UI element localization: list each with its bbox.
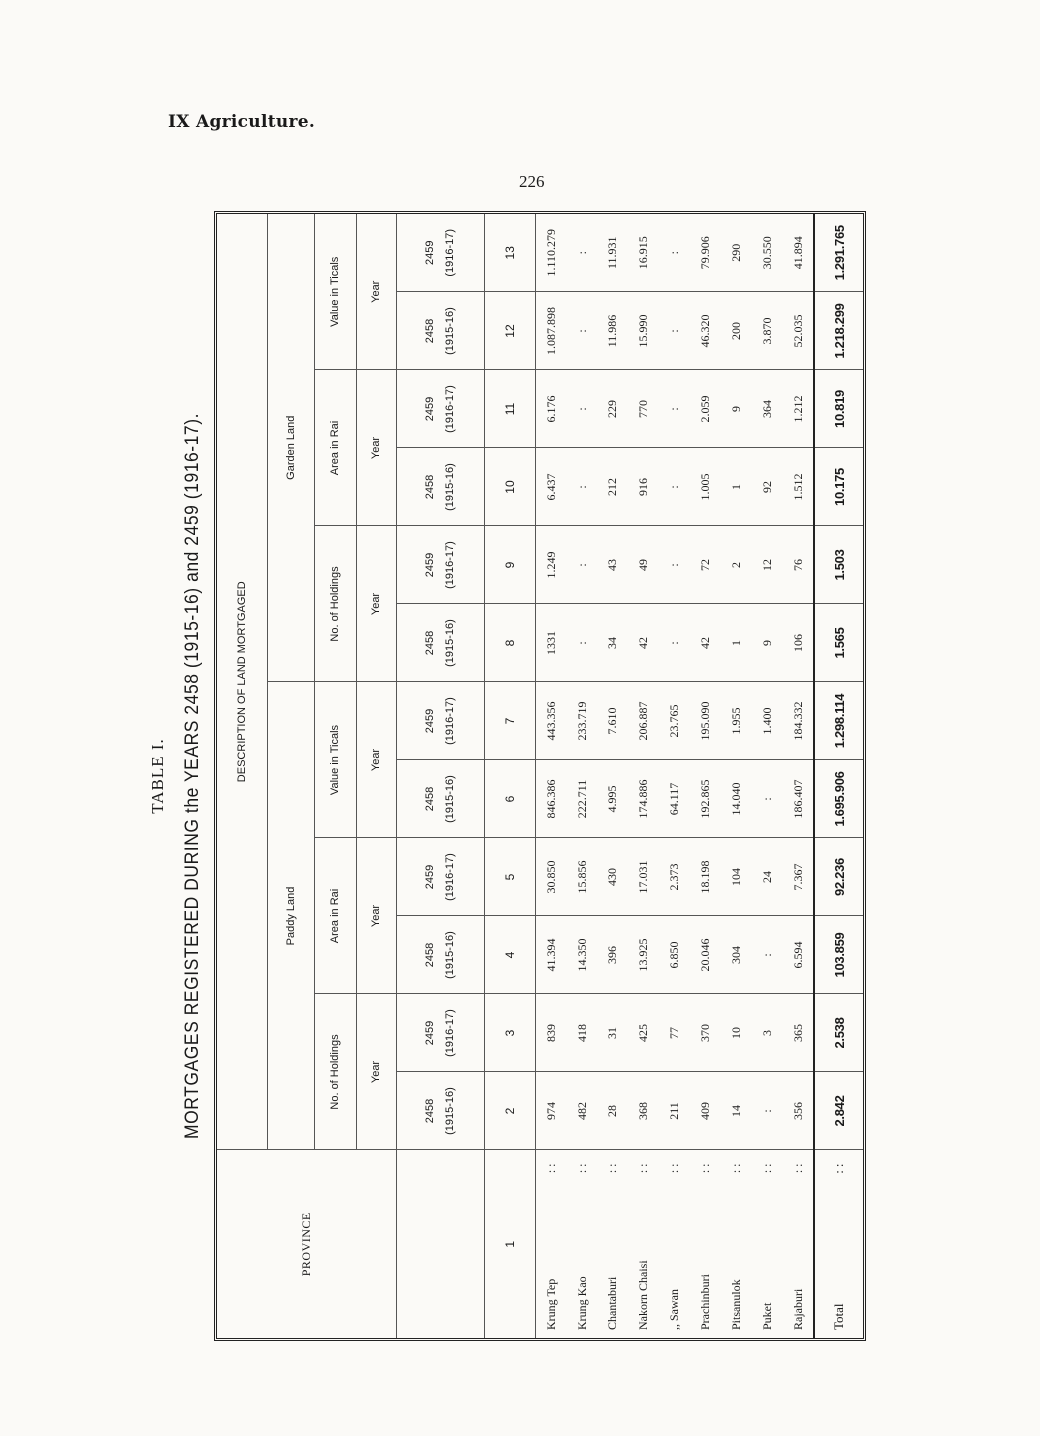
table-cell: 31 [598, 994, 629, 1072]
column-number: 2 [485, 1072, 536, 1150]
table-cell: 418 [567, 994, 598, 1072]
year-label: Year [356, 214, 396, 370]
table-cell: 41.394 [536, 916, 567, 994]
table-cell: : [567, 604, 598, 682]
table-cell: 3.870 [752, 292, 783, 370]
total-cell: 10.175 [814, 448, 863, 526]
measure-header: Value in Ticals [314, 214, 356, 370]
province-name: Prachinburi :: [698, 1160, 713, 1330]
table-cell: 15.856 [567, 838, 598, 916]
year-cell: 2458 (1915-16) [396, 760, 484, 838]
table-cell: 43 [598, 526, 629, 604]
table-cell: 430 [598, 838, 629, 916]
table-cell: 34 [598, 604, 629, 682]
table-cell: 2 [721, 526, 752, 604]
table-cell: 290 [721, 214, 752, 292]
total-cell: 1.503 [814, 526, 863, 604]
total-label: Total :: [814, 1150, 863, 1338]
table-cell: 77 [659, 994, 690, 1072]
table-row [752, 214, 783, 1338]
table-cell: 18.198 [690, 838, 721, 916]
table-cell: 14.350 [567, 916, 598, 994]
table-cell: 443.356 [536, 682, 567, 760]
land-type-garden: Garden Land [268, 214, 314, 682]
year-label: Year [356, 682, 396, 838]
table-cell: 174.886 [628, 760, 659, 838]
table-cell: 1.249 [536, 526, 567, 604]
table-cell: 839 [536, 994, 567, 1072]
table-cell: 916 [628, 448, 659, 526]
year-label: Year [356, 838, 396, 994]
table-cell: : [567, 370, 598, 448]
table-cell: 1.005 [690, 448, 721, 526]
table-cell: 211 [659, 1072, 690, 1150]
table-row [659, 214, 690, 1338]
table-cell: 16.915 [628, 214, 659, 292]
table-cell: 76 [783, 526, 814, 604]
table-caption: TABLE I. [148, 738, 167, 814]
table-cell: 186.407 [783, 760, 814, 838]
table-cell: 17.031 [628, 838, 659, 916]
table-cell: 15.990 [628, 292, 659, 370]
year-cell: 2458 (1915-16) [396, 292, 484, 370]
table-cell: 49 [628, 526, 659, 604]
table-cell: : [659, 292, 690, 370]
year-cell: 2458 (1915-16) [396, 448, 484, 526]
table-cell: 42 [690, 604, 721, 682]
table-cell: 1 [721, 448, 752, 526]
table-row [567, 214, 598, 1338]
table-cell: 206.887 [628, 682, 659, 760]
year-cell: 2459 (1916-17) [396, 682, 484, 760]
table-row [628, 214, 659, 1338]
table-row [783, 214, 814, 1338]
table-cell: : [659, 370, 690, 448]
total-cell: 2.538 [814, 994, 863, 1072]
table-cell: 7.610 [598, 682, 629, 760]
table-cell: : [659, 526, 690, 604]
province-name: Pitsanulok :: [729, 1160, 744, 1330]
province-name: Rajaburi :: [790, 1160, 805, 1330]
year-cell: 2458 (1915-16) [396, 604, 484, 682]
column-number: 3 [485, 994, 536, 1072]
table-row [690, 214, 721, 1338]
table-cell: 482 [567, 1072, 598, 1150]
province-name: Krung Tep :: [543, 1160, 558, 1330]
table-cell: 72 [690, 526, 721, 604]
year-cell: 2459 (1916-17) [396, 526, 484, 604]
table-cell: 6.176 [536, 370, 567, 448]
table-cell: 370 [690, 994, 721, 1072]
total-cell: 103.859 [814, 916, 863, 994]
column-number: 9 [485, 526, 536, 604]
total-cell: 1.218.299 [814, 292, 863, 370]
province-header: PROVINCE [217, 1150, 396, 1338]
table-cell: 846.386 [536, 760, 567, 838]
column-number: 13 [485, 214, 536, 292]
table-cell: 184.332 [783, 682, 814, 760]
column-number: 12 [485, 292, 536, 370]
table-cell: 364 [752, 370, 783, 448]
year-label: Year [356, 526, 396, 682]
province-year-spacer [396, 1150, 484, 1338]
table-cell: 233.719 [567, 682, 598, 760]
table-cell: 356 [783, 1072, 814, 1150]
column-number: 6 [485, 760, 536, 838]
table-cell: 7.367 [783, 838, 814, 916]
table-cell: : [752, 760, 783, 838]
table-cell: 9 [752, 604, 783, 682]
table-cell: 28 [598, 1072, 629, 1150]
page-number: 226 [519, 172, 545, 191]
province-name: Nakorn Chaisi :: [636, 1160, 651, 1330]
rotated-table-block [142, 196, 872, 1356]
column-number: 1 [485, 1150, 536, 1338]
year-cell: 2458 (1915-16) [396, 916, 484, 994]
table-cell: 92 [752, 448, 783, 526]
total-cell: 1.291.765 [814, 214, 863, 292]
table-cell: 20.046 [690, 916, 721, 994]
group-header: DESCRIPTION OF LAND MORTGAGED [217, 214, 268, 1150]
year-label: Year [356, 994, 396, 1150]
total-cell: 92.236 [814, 838, 863, 916]
table-cell: 12 [752, 526, 783, 604]
column-number: 11 [485, 370, 536, 448]
table-cell: 52.035 [783, 292, 814, 370]
table-cell: : [659, 448, 690, 526]
table-cell: 770 [628, 370, 659, 448]
table-cell: : [567, 526, 598, 604]
table-cell: : [567, 448, 598, 526]
column-number: 4 [485, 916, 536, 994]
table-cell: 1 [721, 604, 752, 682]
column-number: 7 [485, 682, 536, 760]
province-name: Puket :: [760, 1160, 775, 1330]
table-cell: 2.373 [659, 838, 690, 916]
table-cell: 6.850 [659, 916, 690, 994]
column-number: 10 [485, 448, 536, 526]
table-cell: 64.117 [659, 760, 690, 838]
table-cell: : [659, 214, 690, 292]
year-label: Year [356, 370, 396, 526]
measure-header: Area in Rai [314, 838, 356, 994]
table-row [721, 214, 752, 1338]
table-cell: 6.594 [783, 916, 814, 994]
table-cell: 106 [783, 604, 814, 682]
table-cell: 200 [721, 292, 752, 370]
table-cell: : [567, 292, 598, 370]
year-cell: 2459 (1916-17) [396, 214, 484, 292]
table-cell: 1.955 [721, 682, 752, 760]
table-cell: 30.550 [752, 214, 783, 292]
table-cell: 368 [628, 1072, 659, 1150]
table-cell: : [752, 916, 783, 994]
table-title: MORTGAGES REGISTERED DURING the YEARS 2458 (1915-16) and 2459 (1916-17). [182, 413, 203, 1139]
table-cell: 9 [721, 370, 752, 448]
table-cell: 1.400 [752, 682, 783, 760]
table-cell: 195.090 [690, 682, 721, 760]
table-cell: 11.931 [598, 214, 629, 292]
data-rows [536, 214, 815, 1338]
year-cell: 2459 (1916-17) [396, 994, 484, 1072]
total-cell: 1.695.906 [814, 760, 863, 838]
table-cell: 974 [536, 1072, 567, 1150]
total-cell: 10.819 [814, 370, 863, 448]
province-name: Krung Kao :: [574, 1160, 589, 1330]
table-cell: 425 [628, 994, 659, 1072]
table-cell: 3 [752, 994, 783, 1072]
column-number: 5 [485, 838, 536, 916]
table-cell: 1.512 [783, 448, 814, 526]
table-cell: 222.711 [567, 760, 598, 838]
year-cell: 2459 (1916-17) [396, 370, 484, 448]
table-cell: 365 [783, 994, 814, 1072]
table-cell: 4.995 [598, 760, 629, 838]
table-cell: 11.986 [598, 292, 629, 370]
total-cell: 1.565 [814, 604, 863, 682]
table-cell: 1331 [536, 604, 567, 682]
table-cell: 304 [721, 916, 752, 994]
table-cell: 2.059 [690, 370, 721, 448]
table-cell: : [567, 214, 598, 292]
table-cell: 24 [752, 838, 783, 916]
table-cell: 14.040 [721, 760, 752, 838]
land-type-paddy: Paddy Land [268, 682, 314, 1150]
table-cell: 104 [721, 838, 752, 916]
table-cell: 212 [598, 448, 629, 526]
table-cell: 1.110.279 [536, 214, 567, 292]
table-row [536, 214, 567, 1338]
year-cell: 2458 (1915-16) [396, 1072, 484, 1150]
table-cell: 6.437 [536, 448, 567, 526]
table-cell: 1.087.898 [536, 292, 567, 370]
measure-header: No. of Holdings [314, 526, 356, 682]
table-cell: 192.865 [690, 760, 721, 838]
measure-header: No. of Holdings [314, 994, 356, 1150]
table-cell: 13.925 [628, 916, 659, 994]
province-name: Chantaburi :: [605, 1160, 620, 1330]
table-cell: 10 [721, 994, 752, 1072]
table-cell: : [659, 604, 690, 682]
measure-header: Value in Ticals [314, 682, 356, 838]
mortgage-table [214, 211, 866, 1341]
measure-header: Area in Rai [314, 370, 356, 526]
column-number: 8 [485, 604, 536, 682]
table-cell: 46.320 [690, 292, 721, 370]
table-cell: 42 [628, 604, 659, 682]
table-cell: 41.894 [783, 214, 814, 292]
table-cell: 79.906 [690, 214, 721, 292]
table-cell: 1.212 [783, 370, 814, 448]
table-cell: 229 [598, 370, 629, 448]
table-row [598, 214, 629, 1338]
table-cell: 30.850 [536, 838, 567, 916]
province-name: ,, Sawan :: [667, 1160, 682, 1330]
table-cell: : [752, 1072, 783, 1150]
total-cell: 2.842 [814, 1072, 863, 1150]
page-heading: IX Agriculture. [168, 112, 316, 132]
total-cell: 1.298.114 [814, 682, 863, 760]
table-cell: 396 [598, 916, 629, 994]
table-cell: 409 [690, 1072, 721, 1150]
table-cell: 14 [721, 1072, 752, 1150]
table-cell: 23.765 [659, 682, 690, 760]
year-cell: 2459 (1916-17) [396, 838, 484, 916]
